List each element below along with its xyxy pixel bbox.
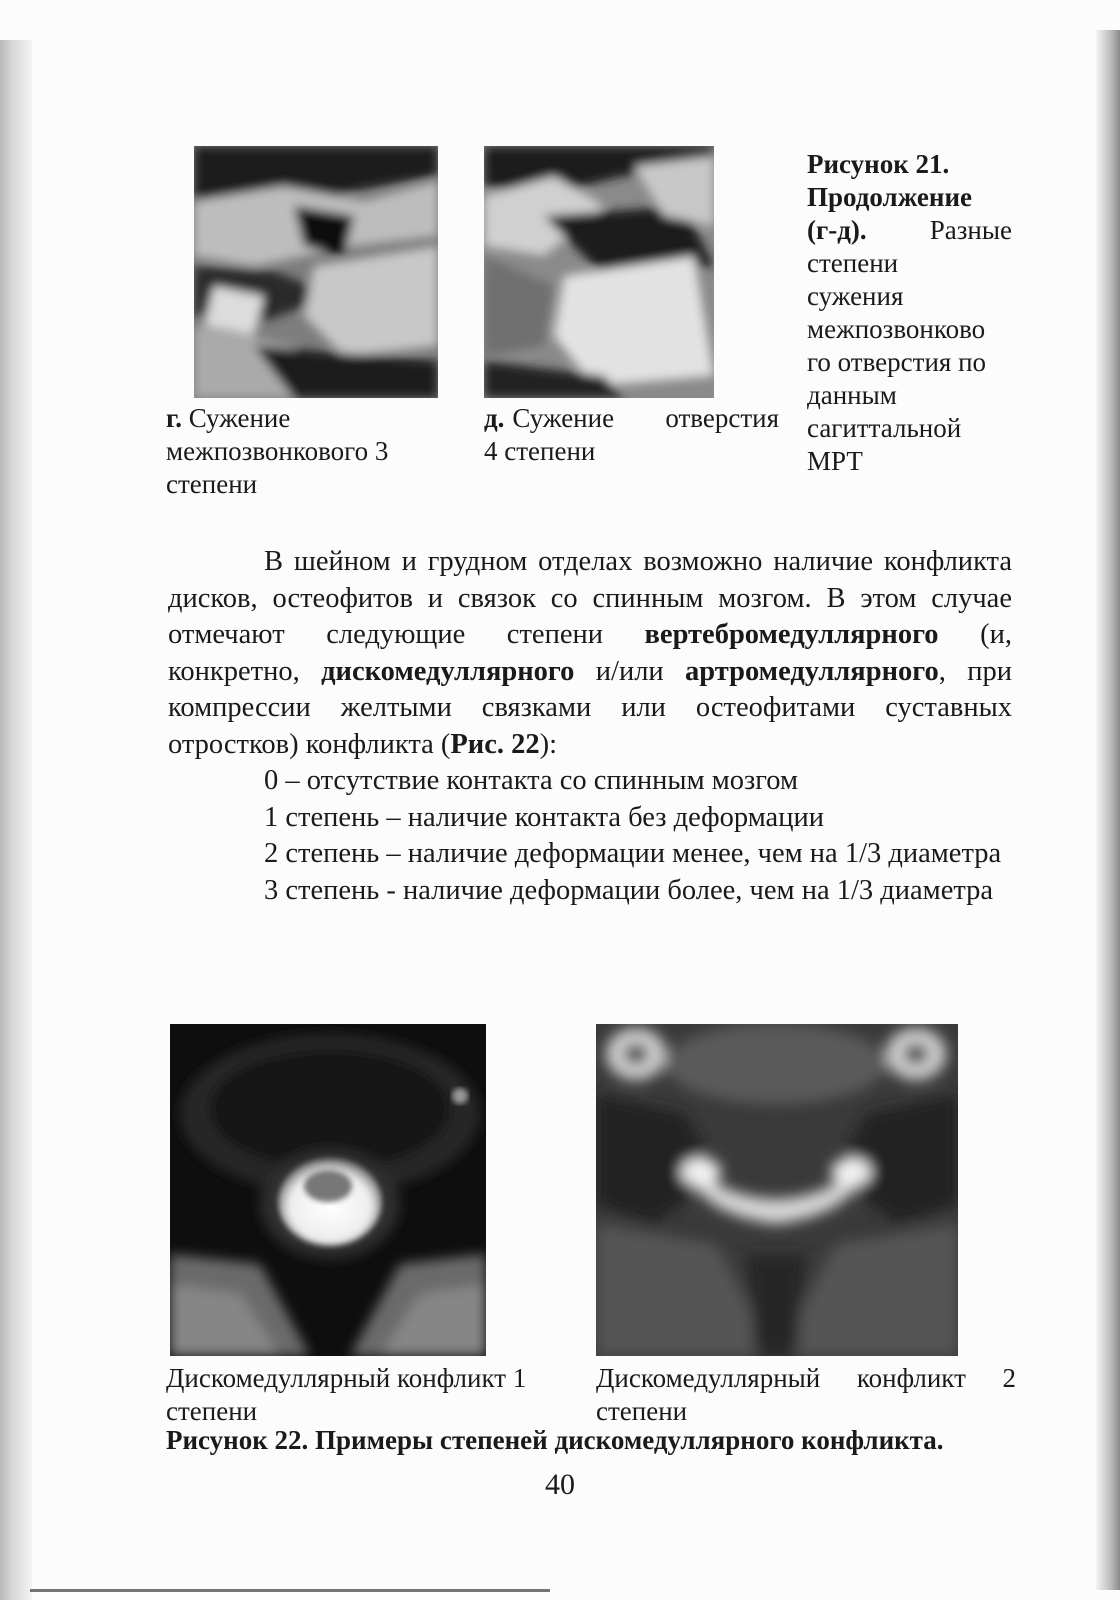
figure21-desc-line-5: сагиттальной	[807, 413, 962, 443]
list-item-0: 0 – отсутствие контакта со спинным мозгом	[264, 765, 798, 796]
p1-text-c: и/или	[574, 655, 686, 687]
p1-text-d: , при компрессии желтыми связками или остеофитами суставных отростков) конфликта (	[168, 655, 1012, 760]
body-text	[168, 544, 1012, 909]
scan-edge-right	[1096, 30, 1120, 1590]
mri-image-grade2	[596, 1024, 958, 1356]
figure21-desc-line-1: сужения	[807, 281, 904, 311]
caption-d-line2: 4 степени	[484, 436, 596, 466]
p1-text-a: В шейном и грудном отделах возможно наличие конфликта дисков, остеофитов и связок со спинным мозгом. В этом случае отмечают следующие степени	[168, 546, 1012, 650]
p1-text-b: (и, конкретно,	[168, 619, 1012, 687]
figure21-title-line1: Рисунок 21.	[807, 149, 950, 179]
caption-d-label: д.	[484, 403, 505, 433]
figure21-desc-line-0: степени	[807, 248, 899, 278]
list-item-2: 2 степень – наличие деформации менее, чем на 1/3 диаметра	[264, 838, 1002, 869]
p1-text-e: ):	[539, 728, 558, 760]
caption-d-line1: Сужение отверстия	[512, 403, 779, 433]
figure22-title: Рисунок 22. Примеры степеней дискомедуллярного конфликта.	[166, 1425, 944, 1455]
figure21-title-line2: Продолжение	[807, 182, 972, 212]
caption-g-line1: Сужение	[188, 403, 291, 433]
figure21-desc-line-2: межпозвонково	[807, 314, 986, 344]
page-number: 40	[545, 1468, 575, 1501]
figure21-title-line3-bold: (г-д).	[807, 215, 867, 245]
caption-image-g	[166, 402, 436, 501]
mri-image-grade1	[170, 1024, 486, 1356]
p1-bold-discomedullary: дискомедуллярного	[321, 655, 575, 687]
caption-grade1: Дискомедуллярный конфликт 1 степени	[166, 1363, 527, 1426]
mri-image-g	[194, 146, 438, 398]
p1-bold-arthromedullary: артромедуллярного	[685, 655, 939, 687]
caption-g-line3: степени	[166, 469, 258, 499]
figure21-title-line3-rest: Разные	[929, 215, 1012, 245]
scan-edge-bottom	[30, 1589, 550, 1592]
caption-grade2: Дискомедуллярный конфликт 2 степени	[596, 1363, 1016, 1426]
list-item-3: 3 степень - наличие деформации более, чем на 1/3 диаметра	[264, 874, 994, 906]
p1-bold-fig-ref: Рис. 22	[450, 728, 540, 760]
p1-bold-vertebromedullary: вертебромедуллярного	[644, 619, 939, 650]
figure21-desc-line-6: МРТ	[807, 446, 863, 476]
list-item-1: 1 степень – наличие контакта без деформации	[264, 801, 824, 833]
mri-image-d	[484, 146, 714, 398]
figure21-desc-line-3: го отверстия по	[807, 347, 987, 377]
scan-edge-left	[0, 40, 32, 1600]
body-paragraph-1	[168, 544, 1012, 763]
figure21-desc-line-4: данным	[807, 380, 897, 410]
figure21-title	[807, 148, 1012, 478]
caption-g-label: г.	[166, 403, 182, 433]
caption-image-d	[484, 402, 779, 468]
caption-g-line2: межпозвонкового 3	[166, 436, 389, 466]
